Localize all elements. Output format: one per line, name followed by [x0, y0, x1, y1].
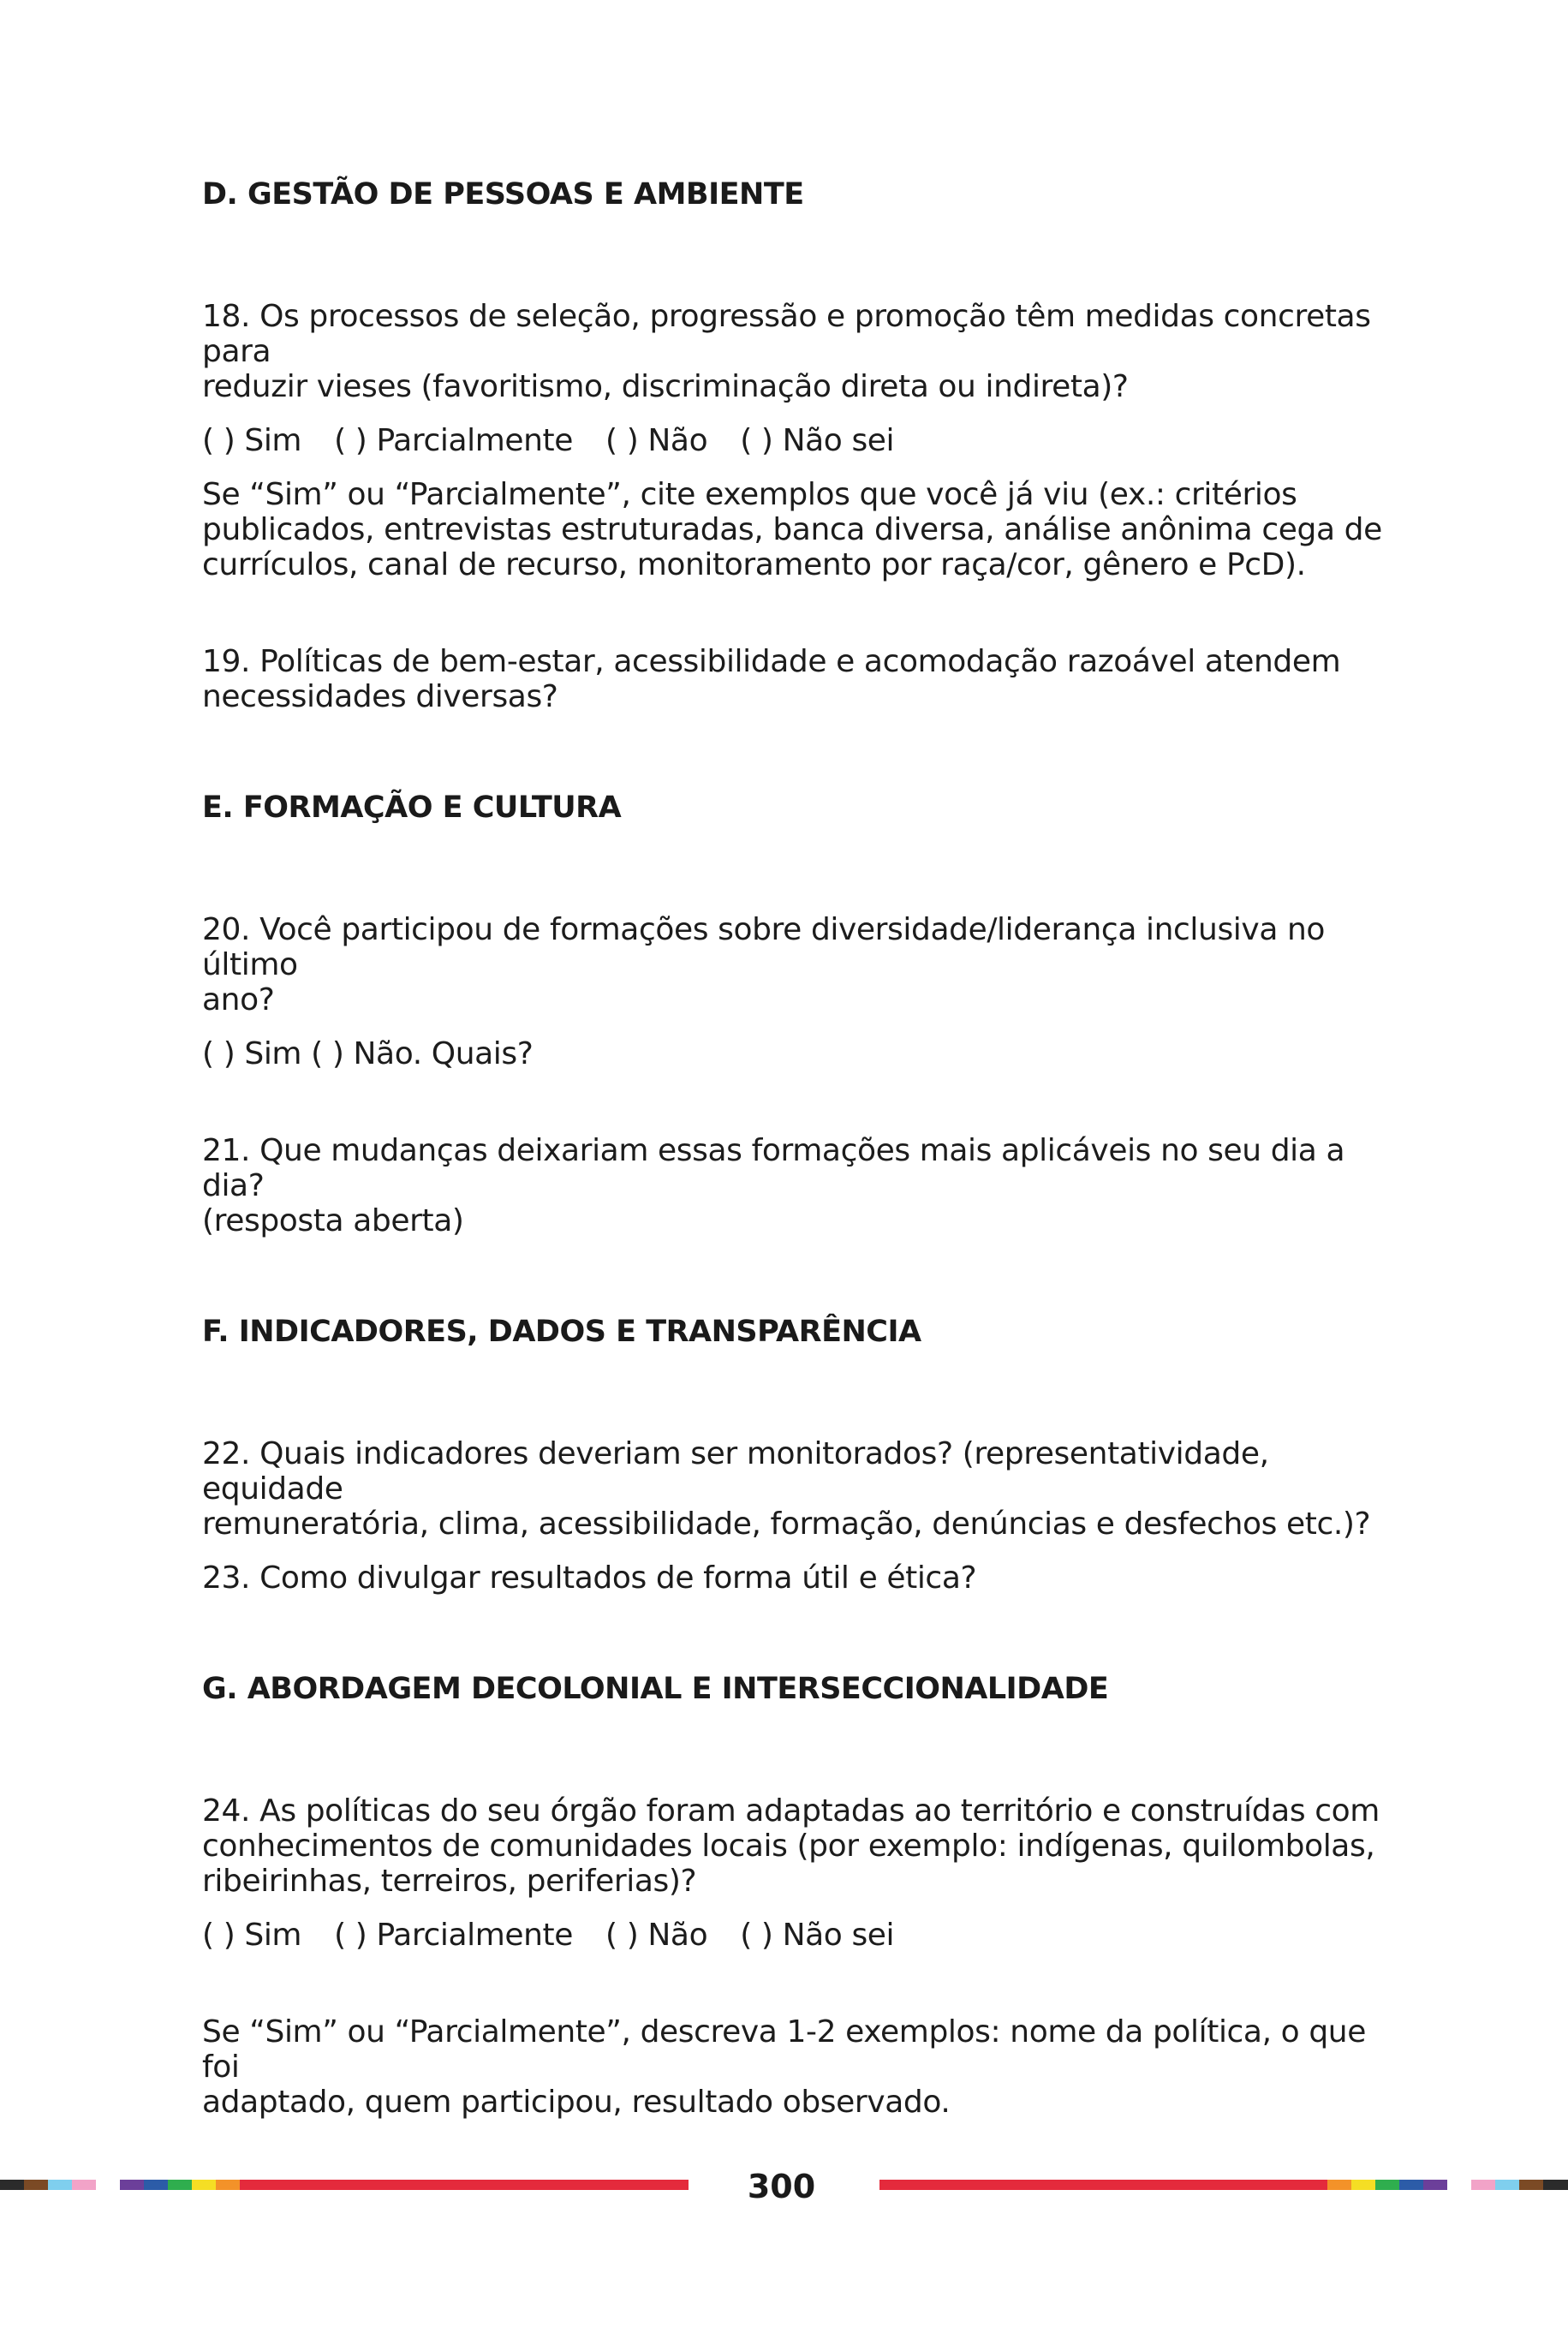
- footer-stripe-pink: [1471, 2180, 1495, 2190]
- question-20-text-line-1: 20. Você participou de formações sobre diversidade/liderança inclusiva no último: [202, 912, 1326, 982]
- footer-stripe-red-right: [879, 2180, 1327, 2190]
- questionnaire-content: [202, 177, 1401, 2120]
- question-18-text-line-2: reduzir vieses (favoritismo, discriminação direta ou indireta)?: [202, 369, 1129, 404]
- option-nao[interactable]: ( ) Não: [605, 423, 708, 458]
- question-18-followup-line-3: currículos, canal de recurso, monitoramento por raça/cor, gênero e PcD).: [202, 547, 1306, 582]
- footer-stripe-purple: [120, 2180, 144, 2190]
- question-19: [202, 644, 1401, 714]
- footer-stripe-purple: [1423, 2180, 1447, 2190]
- question-20-options[interactable]: ( ) Sim ( ) Não. Quais?: [202, 1036, 534, 1071]
- footer-stripe-black: [1543, 2180, 1568, 2190]
- question-23: [202, 1560, 1401, 1596]
- question-18-followup-line-2: publicados, entrevistas estruturadas, banca diversa, análise anônima cega de: [202, 512, 1382, 547]
- footer-stripe-blue: [144, 2180, 168, 2190]
- question-24-options: [202, 1918, 1401, 1953]
- question-24: [202, 1793, 1401, 2120]
- footer-stripe-black: [0, 2180, 24, 2190]
- section-heading-e: E. FORMAÇÃO E CULTURA: [202, 791, 622, 825]
- question-20-text-line-2: ano?: [202, 982, 275, 1017]
- question-24-followup-line-2: adaptado, quem participou, resultado observado.: [202, 2085, 951, 2120]
- question-18-text-line-1: 18. Os processos de seleção, progressão e promoção têm medidas concretas para: [202, 299, 1371, 369]
- footer-stripe-light-blue: [48, 2180, 72, 2190]
- option-sim[interactable]: ( ) Sim: [202, 1918, 302, 1953]
- section-heading-f: F. INDICADORES, DADOS E TRANSPARÊNCIA: [202, 1315, 921, 1349]
- footer-stripe-brown: [24, 2180, 48, 2190]
- section-heading-g: G. ABORDAGEM DECOLONIAL E INTERSECCIONALIDADE: [202, 1672, 1109, 1706]
- question-21-text-line-1: 21. Que mudanças deixariam essas formações mais aplicáveis no seu dia a dia?: [202, 1133, 1345, 1203]
- option-parcialmente[interactable]: ( ) Parcialmente: [334, 423, 574, 458]
- question-24-text-line-2: conhecimentos de comunidades locais (por exemplo: indígenas, quilombolas,: [202, 1829, 1375, 1864]
- question-19-text-line-2: necessidades diversas?: [202, 679, 558, 714]
- question-19-text-line-1: 19. Políticas de bem-estar, acessibilidade e acomodação razoável atendem: [202, 644, 1341, 679]
- question-21: [202, 1133, 1401, 1238]
- question-24-followup-line-1: Se “Sim” ou “Parcialmente”, descreva 1-2 exemplos: nome da política, o que foi: [202, 2014, 1366, 2085]
- question-20: [202, 912, 1401, 1071]
- option-parcialmente[interactable]: ( ) Parcialmente: [334, 1918, 574, 1953]
- footer-stripe-green: [168, 2180, 192, 2190]
- footer-stripe-blue: [1399, 2180, 1423, 2190]
- question-21-text-line-2: (resposta aberta): [202, 1203, 464, 1238]
- question-24-text-line-3: ribeirinhas, terreiros, periferias)?: [202, 1864, 697, 1899]
- option-nao-sei[interactable]: ( ) Não sei: [740, 1918, 895, 1953]
- option-sim[interactable]: ( ) Sim: [202, 423, 302, 458]
- footer-stripe-brown: [1519, 2180, 1543, 2190]
- footer-stripe-yellow: [192, 2180, 216, 2190]
- question-22-text-line-2: remuneratória, clima, acessibilidade, formação, denúncias e desfechos etc.)?: [202, 1507, 1371, 1542]
- question-18-options: [202, 423, 1401, 458]
- footer-stripe-red-left: [240, 2180, 689, 2190]
- section-heading-d: D. GESTÃO DE PESSOAS E AMBIENTE: [202, 177, 804, 212]
- option-nao-sei[interactable]: ( ) Não sei: [740, 423, 895, 458]
- footer-stripe-orange: [216, 2180, 240, 2190]
- footer-stripe-light-blue: [1495, 2180, 1519, 2190]
- question-24-text-line-1: 24. As políticas do seu órgão foram adaptadas ao território e construídas com: [202, 1793, 1380, 1829]
- footer-stripe-pink: [72, 2180, 96, 2190]
- page-footer: [0, 2169, 1568, 2204]
- option-nao[interactable]: ( ) Não: [605, 1918, 708, 1953]
- question-22-text-line-1: 22. Quais indicadores deveriam ser monitorados? (representatividade, equidade: [202, 1436, 1269, 1507]
- question-18-followup-line-1: Se “Sim” ou “Parcialmente”, cite exemplos que você já viu (ex.: critérios: [202, 477, 1297, 512]
- page-number: 300: [747, 2168, 816, 2205]
- footer-stripe-yellow: [1351, 2180, 1375, 2190]
- footer-stripe-green: [1375, 2180, 1399, 2190]
- footer-stripe-orange: [1327, 2180, 1351, 2190]
- question-22: [202, 1436, 1401, 1542]
- question-18: [202, 299, 1401, 582]
- question-23-text-line-1: 23. Como divulgar resultados de forma útil e ética?: [202, 1560, 977, 1596]
